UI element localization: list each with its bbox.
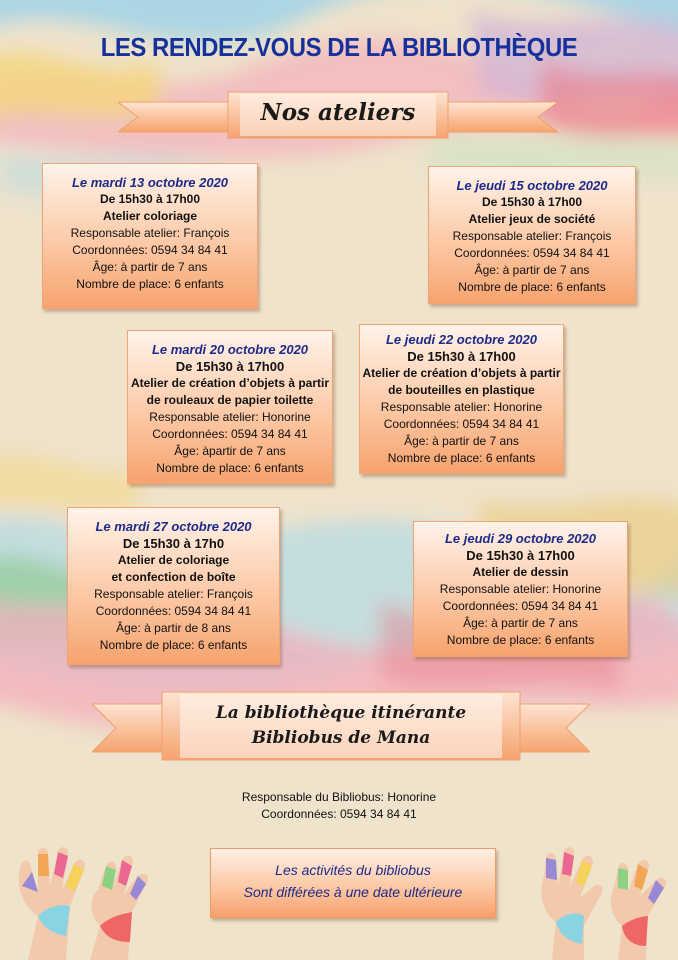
workshop-age: Âge: à partir de 7 ans [92, 260, 208, 274]
notice-line2: Sont différées à une date ultérieure [243, 884, 463, 900]
workshop-places: Nombre de place: 6 enfants [458, 280, 606, 294]
workshop-age: Âge: à partir de 7 ans [463, 616, 578, 630]
workshop-card-2 [428, 166, 636, 304]
ribbon-banner-bibliobus [92, 690, 590, 764]
notice-line1: Les activités du bibliobus [275, 862, 431, 878]
workshop-places: Nombre de place: 6 enfants [99, 638, 248, 652]
ribbon-title-ateliers: Nos ateliers [260, 99, 416, 126]
workshop-age: Âge: àpartir de 7 ans [174, 444, 286, 458]
workshop-activity: Atelier de coloriage [117, 553, 230, 567]
workshop-activity: Atelier de dessin [472, 565, 569, 579]
workshop-responsable: Responsable atelier: François [94, 587, 253, 601]
workshop-date: Le jeudi 29 octobre 2020 [444, 531, 596, 546]
workshop-activity: de bouteilles en plastique [388, 383, 535, 397]
workshop-card-4 [359, 324, 564, 474]
workshop-activity: et confection de boîte [111, 570, 236, 584]
workshop-activity: Atelier coloriage [102, 209, 198, 223]
workshop-places: Nombre de place: 6 enfants [446, 633, 595, 647]
page-title: LES RENDEZ-VOUS DE LA BIBLIOTHÈQUE [100, 32, 578, 62]
workshop-time: De 15h30 à 17h00 [466, 548, 575, 563]
workshop-date: Le mardi 20 octobre 2020 [151, 342, 309, 357]
workshop-time: De 15h30 à 17h0 [122, 536, 225, 551]
workshop-contact: Coordonnées: 0594 34 84 41 [442, 599, 599, 613]
workshop-date: Le jeudi 22 octobre 2020 [385, 332, 537, 347]
workshop-contact: Coordonnées: 0594 34 84 41 [95, 604, 252, 618]
bibliobus-responsable: Responsable du Bibliobus: Honorine [241, 790, 437, 804]
workshop-age: Âge: à partir de 8 ans [116, 621, 231, 635]
workshop-time: De 15h30 à 17h00 [99, 192, 201, 206]
painted-hands-left-icon [8, 846, 168, 960]
workshop-activity: de rouleaux de papier toilette [146, 393, 314, 407]
workshop-places: Nombre de place: 6 enfants [76, 277, 224, 291]
workshop-activity: Atelier de création d’objets à partir [362, 366, 561, 380]
workshop-contact: Coordonnées: 0594 34 84 41 [152, 427, 308, 441]
workshop-responsable: Responsable atelier: Honorine [149, 410, 311, 424]
workshop-date: Le jeudi 15 octobre 2020 [456, 178, 608, 193]
workshop-time: De 15h30 à 17h00 [481, 195, 583, 209]
workshop-responsable: Responsable atelier: Honorine [380, 400, 543, 414]
workshop-age: Âge: à partir de 7 ans [404, 434, 519, 448]
workshop-contact: Coordonnées: 0594 34 84 41 [383, 417, 540, 431]
workshop-activity: Atelier jeux de société [468, 212, 596, 226]
painted-hands-right-icon [522, 846, 678, 960]
workshop-time: De 15h30 à 17h00 [407, 349, 516, 364]
workshop-card-5 [67, 507, 280, 665]
workshop-time: De 15h30 à 17h00 [175, 359, 285, 374]
workshop-responsable: Responsable atelier: Honorine [439, 582, 602, 596]
workshop-responsable: Responsable atelier: François [70, 226, 230, 240]
workshop-activity: Atelier de création d’objets à partir [130, 376, 330, 390]
workshop-date: Le mardi 27 octobre 2020 [95, 519, 252, 534]
ribbon-title-line2: Bibliobus de Mana [251, 728, 431, 748]
workshop-places: Nombre de place: 6 enfants [156, 461, 304, 475]
workshop-card-6 [413, 521, 628, 657]
workshop-date: Le mardi 13 octobre 2020 [71, 175, 229, 190]
notice-box [210, 848, 496, 918]
bibliobus-contact: Coordonnées: 0594 34 84 41 [261, 807, 417, 821]
ribbon-title-line1: La bibliothèque itinérante [215, 703, 467, 723]
workshop-responsable: Responsable atelier: François [452, 229, 612, 243]
workshop-contact: Coordonnées: 0594 34 84 41 [72, 243, 228, 257]
workshop-places: Nombre de place: 6 enfants [387, 451, 536, 465]
ribbon-banner-ateliers [118, 88, 558, 146]
workshop-age: Âge: à partir de 7 ans [474, 263, 590, 277]
workshop-card-1 [42, 163, 258, 309]
workshop-card-3 [127, 330, 333, 484]
ribbon-shape [92, 690, 590, 764]
workshop-contact: Coordonnées: 0594 34 84 41 [454, 246, 610, 260]
